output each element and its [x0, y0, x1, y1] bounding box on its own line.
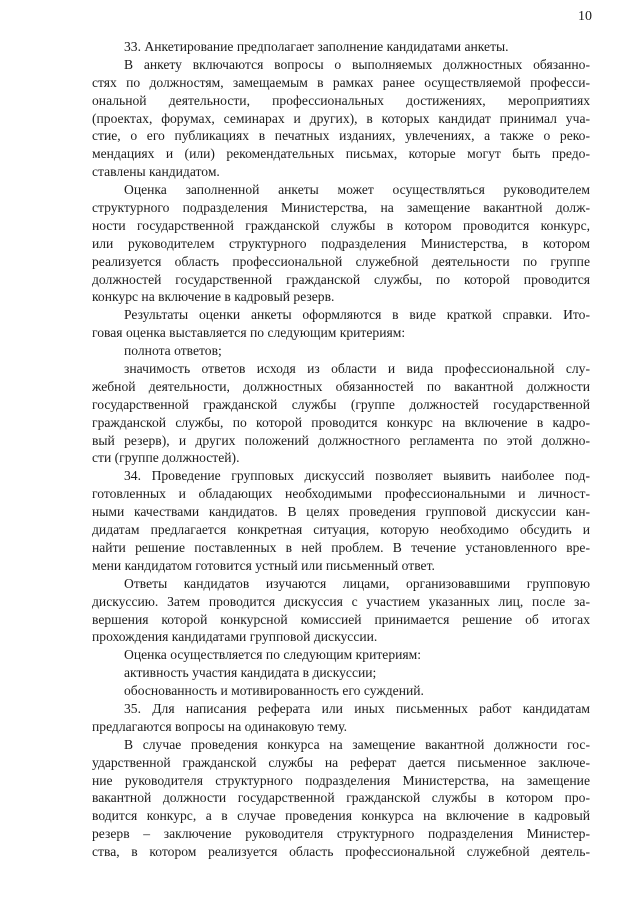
text-line: ными качествами кандидатов. В целях проведения групповой дискуссии кан-: [92, 504, 590, 520]
text-line: структурного подразделения Министерства, на замещение вакантной долж-: [92, 200, 590, 216]
text-line: сти (группе должностей).: [92, 450, 240, 466]
text-line: 35. Для написания реферата или иных письменных работ кандидатам: [124, 700, 590, 716]
text-line: найти решение поставленных в ней проблем. В течение установленного вре-: [92, 539, 590, 555]
text-line: Оценка осуществляется по следующим критериям:: [124, 647, 422, 663]
text-line: активность участия кандидата в дискуссии;: [124, 665, 377, 681]
text-line: стие, о его публикациях в печатных изданиях, увлечениях, а также о реко-: [92, 128, 590, 144]
page-number: 10: [578, 9, 592, 24]
text-line: говая оценка выставляется по следующим критериям:: [92, 325, 406, 341]
text-line: ударственной гражданской службы на реферат дается письменное заключе-: [92, 754, 590, 770]
text-line: гражданской службы, по которой проводится конкурс на включение в кадро-: [92, 414, 590, 430]
text-line: готовленных и обладающих необходимыми профессиональными и личност-: [92, 486, 590, 502]
text-line: значимость ответов исходя из области и вида профессиональной слу-: [124, 361, 590, 377]
text-line: государственной гражданской службы (группе должностей государственной: [92, 396, 590, 412]
text-line: Результаты оценки анкеты оформляются в виде краткой справки. Ито-: [124, 307, 590, 323]
text-line: Ответы кандидатов изучаются лицами, организовавшими групповую: [124, 575, 590, 591]
text-line: резерв – заключение руководителя структурного подразделения Министер-: [92, 826, 590, 842]
text-line: вершения которой конкурсной комиссией принимается решение об итогах: [92, 611, 590, 627]
text-line: водится конкурс, а в случае проведения конкурса на включение в кадровый: [92, 808, 590, 824]
text-line: обоснованность и мотивированность его суждений.: [124, 683, 424, 699]
document-body: [92, 38, 590, 861]
text-line: прохождения кандидатами групповой дискуссии.: [92, 629, 378, 645]
text-line: вакантной должности государственной гражданской службы в котором про-: [92, 790, 590, 806]
text-line: В анкету включаются вопросы о выполняемых должностных обязанно-: [124, 56, 590, 72]
text-line: дидатам предлагается конкретная ситуация, которую необходимо обсудить и: [92, 522, 590, 538]
text-line: должностей государственной гражданской службы, по которой проводится: [92, 271, 590, 287]
text-line: конкурс на включение в кадровый резерв.: [92, 289, 335, 305]
text-line: Оценка заполненной анкеты может осуществляться руководителем: [124, 182, 590, 198]
text-line: (проектах, форумах, семинарах и других), в которых кандидат принимал уча-: [92, 110, 590, 126]
text-line: предлагаются вопросы на одинаковую тему.: [92, 718, 347, 734]
text-line: мени кандидатом готовится устный или письменный ответ.: [92, 557, 435, 573]
text-line: ональной деятельности, профессиональных достижениях, мероприятиях: [92, 92, 590, 108]
text-line: ставлены кандидатом.: [92, 164, 220, 180]
text-line: вый резерв), и других положений должностного регламента по этой должно-: [92, 432, 590, 448]
text-line: 33. Анкетирование предполагает заполнение кандидатами анкеты.: [124, 39, 509, 54]
text-line: стях по должностям, замещаемым в рамках ранее осуществляемой професси-: [92, 74, 590, 90]
text-line: или руководителем структурного подразделения Министерства, в котором: [92, 235, 590, 251]
text-line: мендациях и (или) рекомендательных письмах, которые могут быть предо-: [92, 146, 590, 162]
text-line: ности государственной гражданской службы в котором проводится конкурс,: [92, 217, 590, 233]
text-line: реализуется область профессиональной служебной деятельности по группе: [92, 253, 590, 269]
text-line: дискуссию. Затем проводится дискуссия с участием указанных лиц, после за-: [92, 593, 590, 609]
text-line: 34. Проведение групповых дискуссий позволяет выявить наиболее под-: [124, 468, 590, 484]
text-line: В случае проведения конкурса на замещение вакантной должности гос-: [124, 736, 590, 752]
text-line: ние руководителя структурного подразделения Министерства, на замещение: [92, 772, 590, 788]
text-line: ства, в котором реализуется область профессиональной служебной деятель-: [92, 844, 590, 860]
text-line: жебной деятельности, должностных обязанностей по вакантной должности: [92, 378, 590, 394]
text-line: полнота ответов;: [124, 343, 222, 359]
